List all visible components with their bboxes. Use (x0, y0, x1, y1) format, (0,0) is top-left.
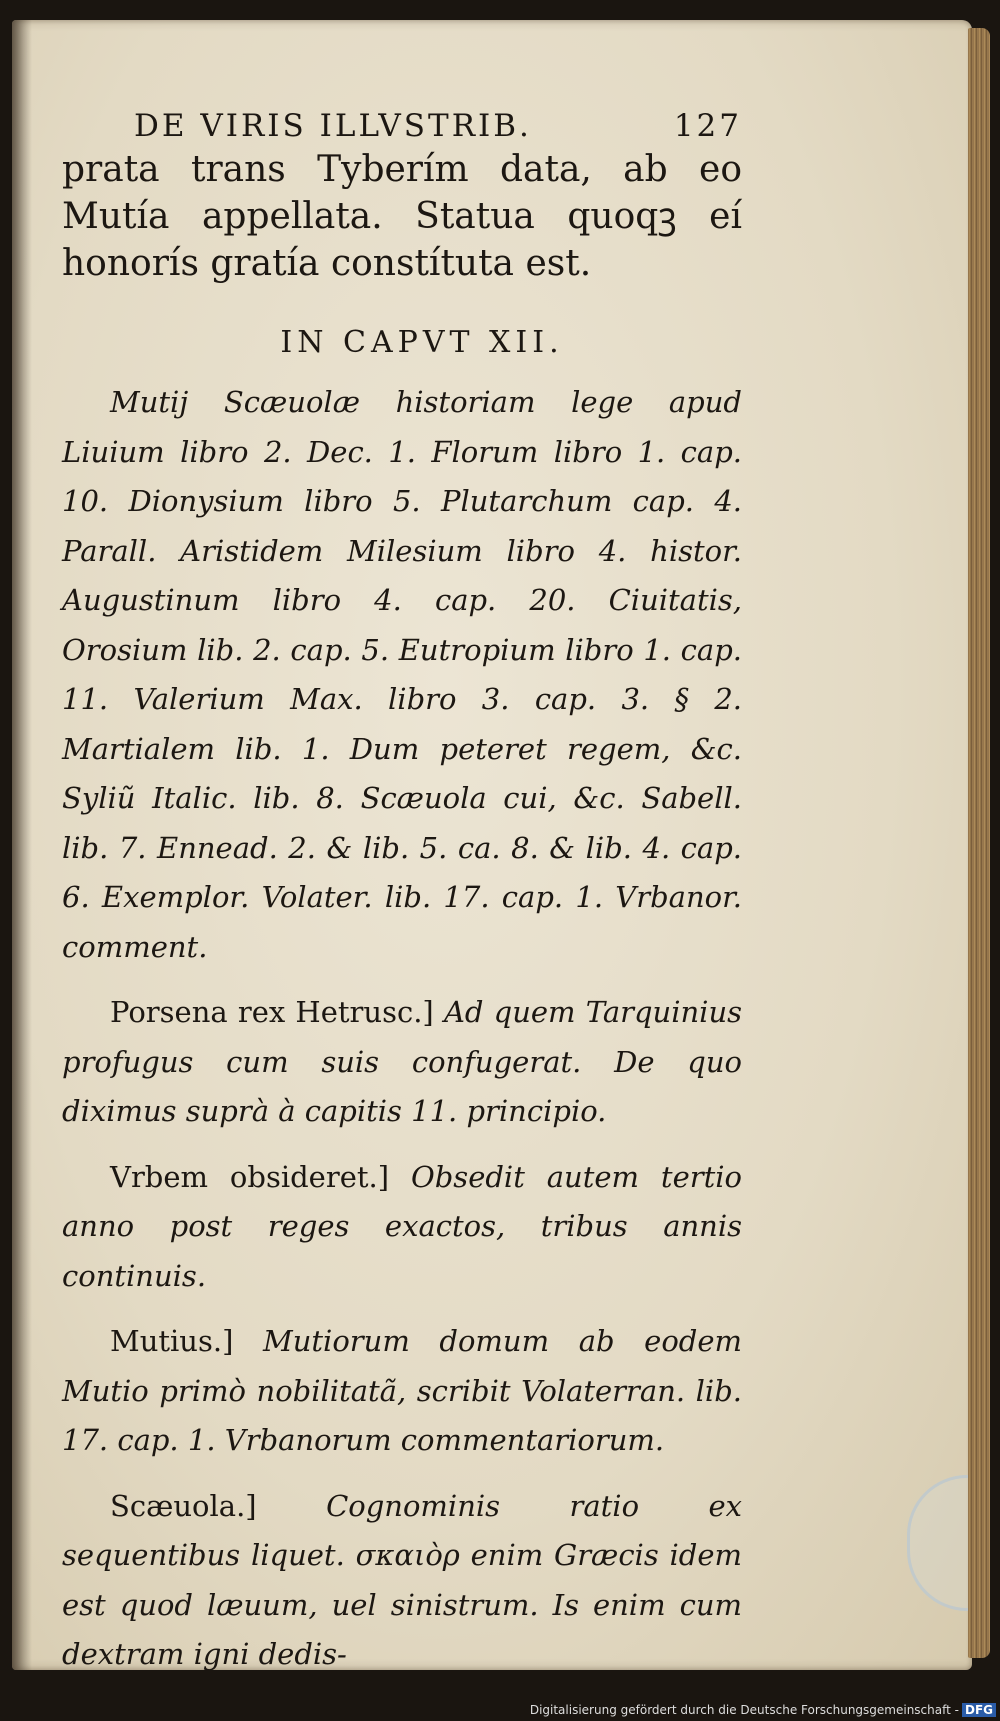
paragraph-lemma: Vrbem obsideret.] (110, 1159, 390, 1194)
page-clip (907, 1475, 972, 1611)
intro-text: prata trans Tyberím data, ab eo Mutía appellata. Statua quoqꝫ eí honorís gratía constítuta est. (62, 149, 742, 284)
left-margin-shadow (12, 20, 32, 1670)
dfg-logo: DFG (962, 1703, 996, 1717)
paragraph-text: Mutij Scæuolæ historiam lege apud Liuium libro 2. Dec. 1. Florum libro 1. cap. 10. Dionysium libro 5. Plutarchum cap. 4. Parall. Aristidem Milesium libro 4. histor. Augustinum libro 4. cap. 20. Ciuitatis, Orosium lib. 2. cap. 5. Eutropium libro 1. cap. 11. Valerium Max. libro 3. cap. 3. § 2. Martialem lib. 1. Dum peteret regem, &c. Syliũ Italic. lib. 8. Scæuola cui, &c. Sabell. lib. 7. Ennead. 2. & lib. 5. ca. 8. & lib. 4. cap. 6. Exemplor. Volater. lib. 17. cap. 1. Vrbanor. comment. (62, 385, 742, 964)
paragraph-lemma: Mutius.] (110, 1324, 234, 1358)
page-number: 127 (673, 108, 742, 144)
text-block (62, 108, 742, 1670)
running-head (62, 108, 742, 144)
digitization-footer (530, 1703, 996, 1717)
footer-credit: Digitalisierung gefördert durch die Deutsche Forschungsgemeinschaft - (529, 1703, 959, 1717)
paragraph-text: Cognominis ratio ex sequentibus liquet. σκαιὸρ enim Græcis idem est quod læuum, uel sinistrum. Is enim cum dextram igni dedis- (62, 1488, 743, 1670)
page-edges (968, 28, 990, 1658)
paragraph-text: Ad quem Tarquinius profugus cum suis confugerat. De quo diximus suprà à capitis 11. principio. (62, 995, 742, 1128)
commentary-paragraph-1 (62, 378, 742, 972)
paragraph-lemma: Porsena rex Hetrusc.] (110, 995, 434, 1029)
commentary-paragraph-3 (62, 1153, 742, 1302)
commentary-paragraph-2 (62, 988, 742, 1137)
paragraph-text: Obsedit autem tertio anno post reges exactos, tribus annis continuis. (62, 1159, 742, 1293)
running-head-title: DE VIRIS ILLVSTRIB. (134, 108, 532, 144)
commentary-paragraph-5 (62, 1482, 742, 1671)
paragraph-text: Mutiorum domum ab eodem Mutio primò nobilitatã, scribit Volaterran. lib. 17. cap. 1. Vrbanorum commentariorum. (62, 1324, 743, 1457)
book-page (12, 20, 972, 1670)
paragraph-lemma: Scæuola.] (110, 1488, 257, 1523)
chapter-heading: IN CAPVT XII. (280, 325, 564, 360)
commentary-paragraph-4 (62, 1317, 742, 1466)
